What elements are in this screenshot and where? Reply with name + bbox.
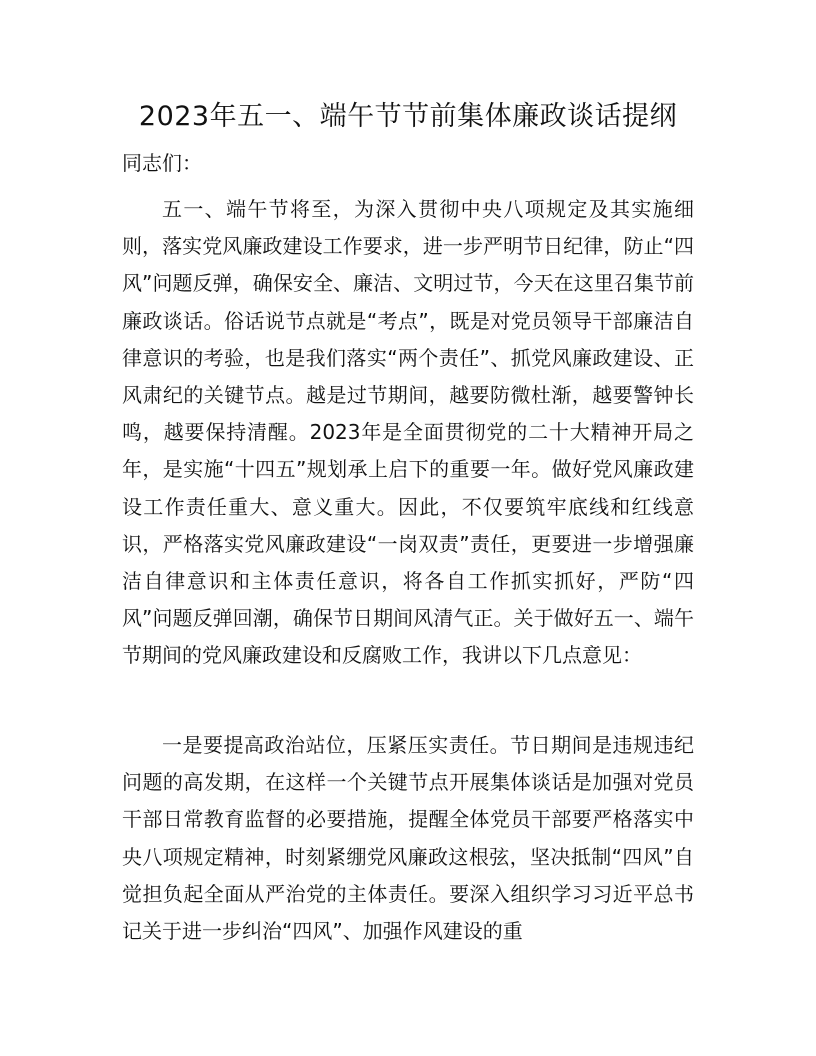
paragraph-point-one: 一是要提高政治站位，压紧压实责任。节日期间是违规违纪问题的高发期，在这样一个关键节点开展集体谈话是加强对党员干部日常教育监督的必要措施，提醒全体党员干部要严格落实中央八项规定精神，时刻紧绷党风廉政这根弦，坚决抵制“四风”自觉担负起全面从严治党的主体责任。要深入组织学习习近平总书记关于进一步纠治“四风”、加强作风建设的重 — [122, 733, 694, 944]
document-title: 2023年五一、端午节节前集体廉政谈话提纲 — [138, 101, 678, 132]
paragraph-intro: 五一、端午节将至，为深入贯彻中央八项规定及其实施细则，落实党风廉政建设工作要求，进一步严明节日纪律，防止“四风”问题反弹，确保安全、廉洁、文明过节，今天在这里召集节前廉政谈话。俗话说节点就是“考点”，既是对党员领导干部廉洁自律意识的考验，也是我们落实“两个责任”、抓党风廉政建设、正风肃纪的关键节点。越是过节期间，越要防微杜渐，越要警钟长鸣，越要保持清醒。2023年是全面贯彻党的二十大精神开局之年，是实施“十四五”规划承上启下的重要一年。做好党风廉政建设工作责任重大、意义重大。因此，不仅要筑牢底线和红线意识，严格落实党风廉政建设“一岗双责”责任，更要进一步增强廉洁自律意识和主体责任意识，将各自工作抓实抓好，严防“四风”问题反弹回潮，确保节日期间风清气正。关于做好五一、端午节期间的党风廉政建设和反腐败工作，我讲以下几点意见： — [122, 197, 694, 668]
salutation: 同志们： — [122, 151, 202, 175]
